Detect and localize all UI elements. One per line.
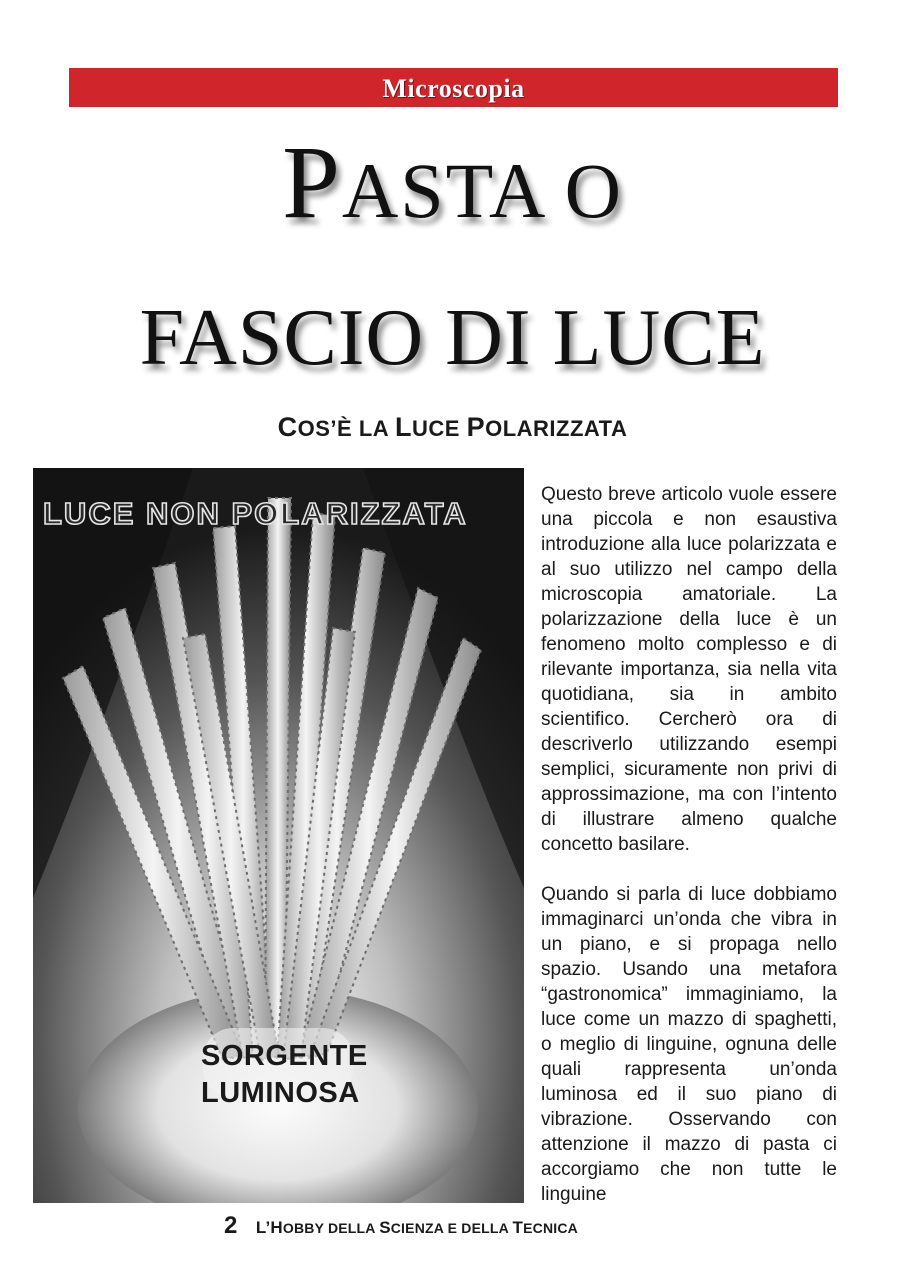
page-number: 2: [224, 1212, 238, 1239]
article-paragraph: Quando si parla di luce dobbiamo immaginarci un’onda che vibra in un piano, e si propaga nello spazio. Usando una metafora “gastronomica” immaginiamo, la luce come un mazzo di spaghetti, o meglio di linguine, ognuna delle quali rappresenta un’onda luminosa ed il suo piano di vibrazione. Osservando con attenzione il mazzo di pasta ci accorgiamo che non tutte le linguine: [541, 884, 837, 1205]
section-banner: [69, 68, 838, 107]
section-label: Microscopia: [382, 74, 525, 103]
article-paragraph: Questo breve articolo vuole essere una piccola e non esaustiva introduzione alla luce polarizzata e al suo utilizzo nel campo della microscopia amatoriale. La polarizzazione della luce è un fenomeno molto complesso e di rilevante importanza, sia nella vita quotidiana, sia in ambito scientifico. Cercherò ora di descriverlo utilizzando esempi semplici, sicuramente non privi di approssimazione, ma con l’intento di illustrare almeno qualche concetto basilare.: [541, 484, 837, 855]
title-line-2: FASCIO DI LUCE: [139, 294, 766, 382]
title-line-1: PASTA O: [282, 125, 623, 240]
page-footer: [224, 1212, 578, 1240]
figure-label-bottom: SORGENTE LUMINOSA: [201, 1040, 368, 1109]
subtitle: COS’È LA LUCE POLARIZZATA: [277, 412, 628, 442]
pasta-photo: [33, 468, 524, 1203]
magazine-name: L’HOBBY DELLA SCIENZA E DELLA TECNICA: [255, 1218, 578, 1237]
figure-label-top: LUCE NON POLARIZZATA: [43, 496, 468, 531]
article-body: [541, 482, 837, 1232]
